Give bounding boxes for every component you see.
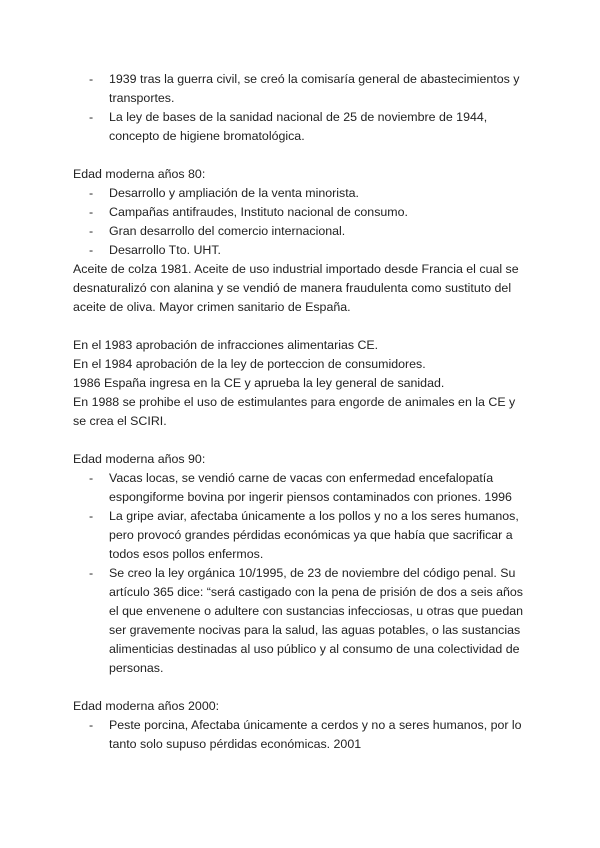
list-item-text: La ley de bases de la sanidad nacional de 25 de noviembre de 1944, concepto de higiene bromatológica. xyxy=(109,110,488,143)
list-item-text: Desarrollo Tto. UHT. xyxy=(109,243,222,257)
list-item xyxy=(73,564,530,678)
heading-80s: Edad moderna años 80: xyxy=(73,167,206,181)
list-item xyxy=(73,241,530,260)
list-item-text: Se creo la ley orgánica 10/1995, de 23 de noviembre del código penal. Su artículo 365 dice: “será castigado con la pena de prisión de dos a seis años el que envenene o adultere con sustancias infecciosas, u otras que puedan ser gravemente nocivas para la salud, las aguas potables, o las sustancias alimenticias destinadas al uso público y al consumo de una colectividad de personas. xyxy=(109,566,523,675)
bullet: - xyxy=(89,110,94,124)
event-line: 1986 España ingresa en la CE y aprueba la ley general de sanidad. xyxy=(73,376,445,390)
bullet: - xyxy=(89,224,94,238)
list-item xyxy=(73,184,530,203)
event-line: En el 1983 aprobación de infracciones alimentarias CE. xyxy=(73,338,379,352)
event-line: En el 1984 aprobación de la ley de porteccion de consumidores. xyxy=(73,357,426,371)
list-item-text: Gran desarrollo del comercio internacional. xyxy=(109,224,346,238)
list-item xyxy=(73,222,530,241)
spacer xyxy=(73,317,530,336)
list-item xyxy=(73,203,530,222)
list-item xyxy=(73,70,530,108)
event-line: En 1988 se prohibe el uso de estimulantes para engorde de animales en la CE y se crea el SCIRI. xyxy=(73,395,516,428)
bullet: - xyxy=(89,566,94,580)
list-90s xyxy=(73,469,530,678)
colza-paragraph: Aceite de colza 1981. Aceite de uso industrial importado desde Francia el cual se desnaturalizó con alanina y se vendió de manera fraudulenta como sustituto del aceite de oliva. Mayor crimen sanitario de España. xyxy=(73,262,519,314)
list-item-text: 1939 tras la guerra civil, se creó la comisaría general de abastecimientos y transportes. xyxy=(109,72,520,105)
bullet: - xyxy=(89,205,94,219)
spacer xyxy=(73,678,530,697)
list-item-text: Campañas antifraudes, Instituto nacional de consumo. xyxy=(109,205,408,219)
list-item xyxy=(73,716,530,754)
bullet: - xyxy=(89,186,94,200)
list-item-text: Desarrollo y ampliación de la venta minorista. xyxy=(109,186,359,200)
list-item xyxy=(73,507,530,564)
list-80s xyxy=(73,184,530,260)
bullet: - xyxy=(89,471,94,485)
spacer xyxy=(73,431,530,450)
bullet: - xyxy=(89,72,94,86)
bullet: - xyxy=(89,509,94,523)
list-item-text: Vacas locas, se vendió carne de vacas con enfermedad encefalopatía espongiforme bovina por ingerir piensos contaminados con priones. 1996 xyxy=(109,471,512,504)
list-item-text: La gripe aviar, afectaba únicamente a los pollos y no a los seres humanos, pero provocó grandes pérdidas económicas ya que había que sacrificar a todos esos pollos enfermos. xyxy=(109,509,519,561)
intro-list xyxy=(73,70,530,146)
list-item xyxy=(73,469,530,507)
spacer xyxy=(73,146,530,165)
bullet: - xyxy=(89,243,94,257)
list-item xyxy=(73,108,530,146)
heading-2000s: Edad moderna años 2000: xyxy=(73,699,220,713)
list-item-text: Peste porcina, Afectaba únicamente a cerdos y no a seres humanos, por lo tanto solo supuso pérdidas económicas. 2001 xyxy=(109,718,522,751)
list-2000s xyxy=(73,716,530,754)
bullet: - xyxy=(89,718,94,732)
heading-90s: Edad moderna años 90: xyxy=(73,452,206,466)
